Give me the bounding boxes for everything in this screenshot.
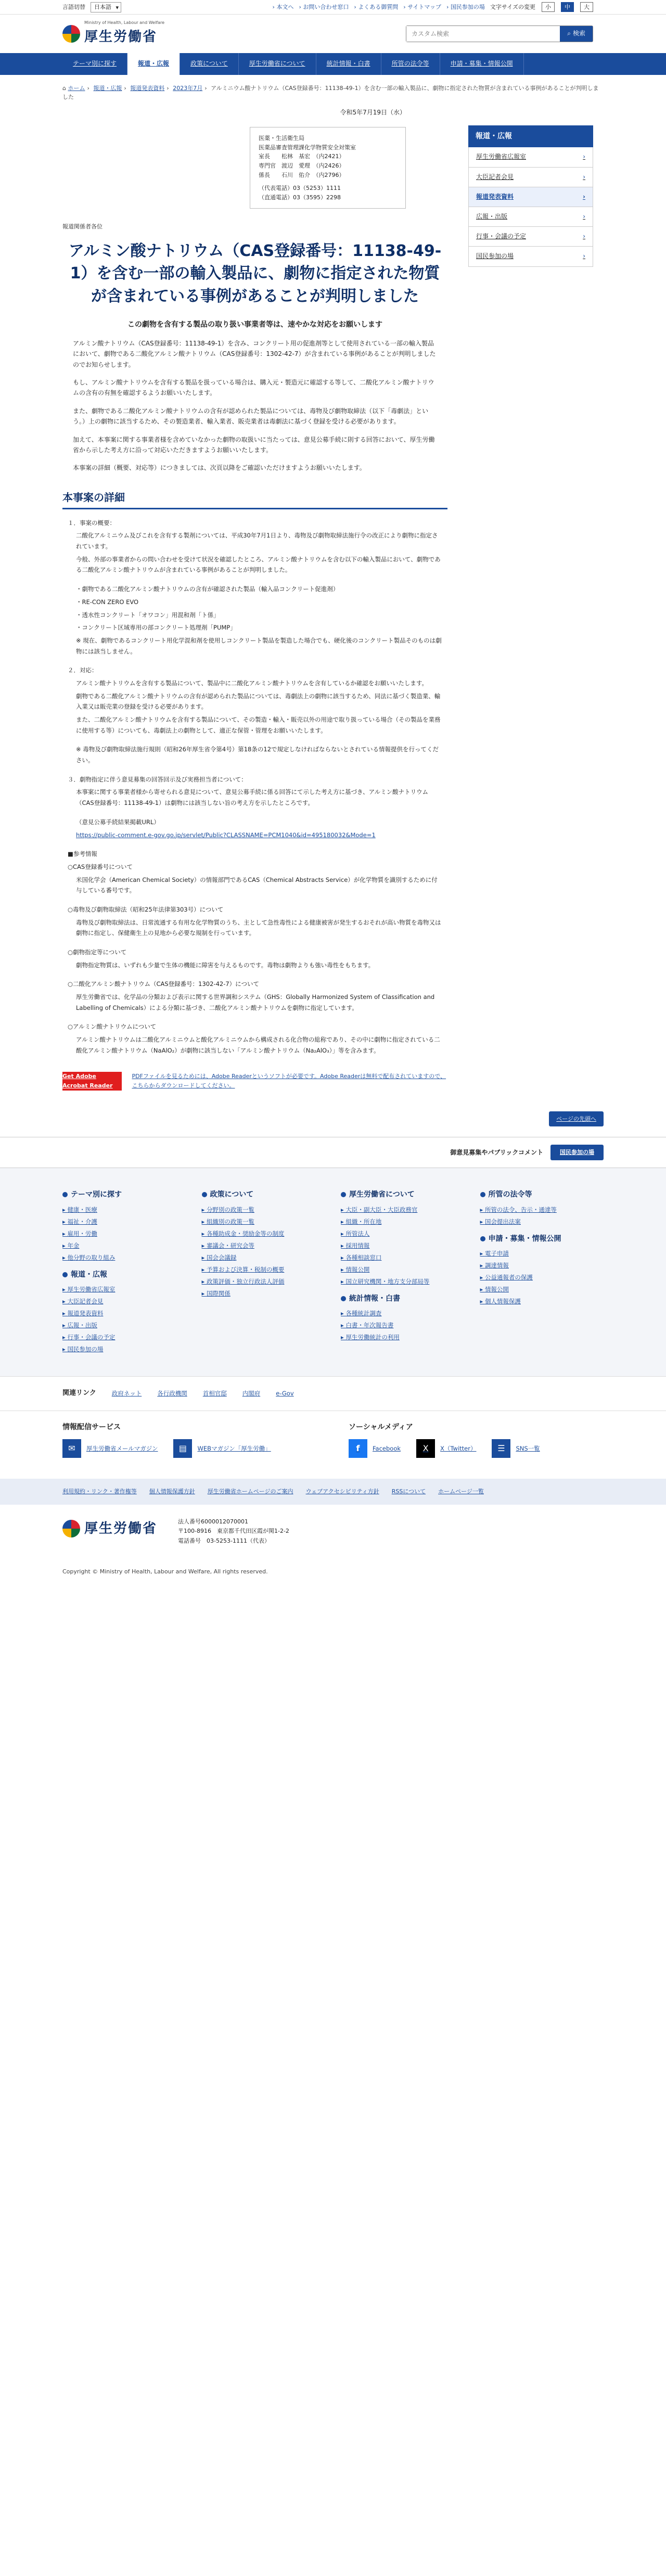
detail-line: ※ 現在、劇物であるコンクリート用化学混和剤を使用しコンクリート製品を製造した場合でも、硬化後のコンクリート製品そのものは劇物には該当しません。 bbox=[76, 636, 442, 655]
detail-line: 米国化学会（American Chemical Society）の情報部門であるCAS（Chemical Abstracts Service）が化学物質を識別するために付与している番号です。 bbox=[76, 876, 438, 894]
detail-line: ※ 毒物及び劇物取締法施行規則（昭和26年厚生省令第4号）第18条の12で規定しなければならないとされている情報提供を行ってください。 bbox=[76, 746, 439, 764]
footer-col-theme bbox=[62, 1184, 186, 1355]
footer-link[interactable]: ▸ 国民参加の場 bbox=[62, 1343, 186, 1355]
facebook-link[interactable] bbox=[349, 1439, 401, 1458]
detail-line: 今般、外部の事業者からの問い合わせを受けて状況を確認したところ、アルミン酸ナトリウムを含む以下の輸入製品において、劇物である二酸化アルミン酸ナトリウムが含まれている事例があることが判明しました。 bbox=[76, 555, 441, 574]
footer-nav bbox=[0, 1168, 666, 1376]
footer-col-title: 報道・広報 bbox=[62, 1269, 186, 1280]
font-size-small-button[interactable]: 小 bbox=[542, 2, 555, 12]
footer-link[interactable]: ▸ 大臣・副大臣・大臣政務官 bbox=[341, 1204, 465, 1216]
detail-line: 二酸化アルミニウム及びこれを含有する製剤については、平成30年7月1日より、毒物及び劇物取締法施行令の改正により劇物に指定されています。 bbox=[76, 532, 438, 550]
detail-line: ・RE-CON ZERO EVO bbox=[76, 598, 139, 606]
detail-line: ・劇物である二酸化アルミン酸ナトリウムの含有が確認された製品（輸入品コンクリート促進剤） bbox=[76, 585, 339, 593]
footer-col-title: 厚生労働省について bbox=[341, 1189, 465, 1200]
footer-col-title: 統計情報・白書 bbox=[341, 1293, 465, 1304]
press-contact-2: 専門官 渡辺 愛理 （内2426） bbox=[259, 162, 345, 169]
page-top-button[interactable]: ページの先頭へ bbox=[549, 1111, 604, 1127]
language-select[interactable]: 日本語 ▾ bbox=[91, 2, 121, 12]
detail-line: ○アルミン酸ナトリウムについて bbox=[68, 1023, 157, 1031]
gnav-about[interactable]: 厚生労働省について bbox=[239, 53, 316, 75]
sitemap-link[interactable]: › サイトマップ bbox=[403, 3, 441, 12]
detail-line: ○二酸化アルミン酸ナトリウム（CAS登録番号：1302-42-7）について bbox=[68, 980, 259, 988]
related-link[interactable]: e-Gov bbox=[276, 1390, 294, 1398]
footer-link[interactable]: ▸ 行事・会議の予定 bbox=[62, 1331, 186, 1343]
press-dept: 医薬・生活衛生局 bbox=[259, 135, 304, 142]
bottom-link[interactable]: 厚生労働省ホームページのご案内 bbox=[207, 1488, 293, 1495]
ministry-emblem-icon bbox=[62, 25, 80, 43]
lead-text: この劇物を含有する製品の取り扱い事業者等は、速やかな対応をお願いします bbox=[127, 321, 382, 329]
footer-tel: 電話番号 03-5253-1111（代表） bbox=[178, 1537, 270, 1545]
web-magazine-link[interactable] bbox=[173, 1439, 271, 1458]
press-tel-rep: （代表電話）03（5253）1111 bbox=[259, 185, 341, 192]
footer-link[interactable]: ▸ 公益通報者の保護 bbox=[480, 1272, 604, 1284]
social-section bbox=[349, 1421, 604, 1458]
press-contact-box bbox=[250, 127, 406, 209]
footer-link[interactable]: ▸ 年金 bbox=[62, 1240, 186, 1252]
related-link[interactable]: 政府ネット bbox=[111, 1390, 142, 1398]
breadcrumb: ⌂ ホーム › 報道・広報 › 報道発表資料 › 2023年7月 › アルミニウム酸ナトリウム（CAS登録番号：11138-49-1）を含む一部の輸入製品に、劇物に指定された物質が含まれている事例があることが判明しました bbox=[62, 85, 599, 100]
detail-line: ○劇物指定等について bbox=[68, 949, 127, 956]
press-contact-1: 室長 松林 基宏 （内2421） bbox=[259, 153, 345, 160]
footer-link[interactable]: ▸ 予算および決算・税制の概要 bbox=[202, 1264, 326, 1276]
public-comment-label: 御意見募集やパブリックコメント bbox=[450, 1148, 543, 1156]
info-services bbox=[0, 1411, 666, 1479]
brand-bar bbox=[0, 15, 666, 53]
content-wrap bbox=[0, 105, 666, 1111]
bottom-links bbox=[0, 1479, 666, 1505]
facebook-icon: f bbox=[349, 1439, 367, 1458]
detail-line: アルミン酸ナトリウムを含有する製品について、製品中に二酸化アルミン酸ナトリウムを含有しているか確認をお願いいたします。 bbox=[76, 679, 428, 687]
press-audience-label: 報道関係者各位 bbox=[62, 223, 103, 230]
newsletter-section bbox=[62, 1421, 317, 1458]
footer-link[interactable]: ▸ 広報・出版 bbox=[62, 1319, 186, 1331]
search-input[interactable] bbox=[406, 26, 560, 42]
global-nav bbox=[0, 53, 666, 75]
home-icon: ⌂ bbox=[62, 85, 66, 92]
footer-link[interactable]: ▸ 所管の法令、告示・通達等 bbox=[480, 1204, 604, 1216]
footer-link[interactable]: ▸ 個人情報保護 bbox=[480, 1296, 604, 1308]
gnav-statistics[interactable]: 統計情報・白書 bbox=[316, 53, 381, 75]
press-contact-3: 係長 石川 佑介 （内2796） bbox=[259, 171, 345, 178]
sidebar-item-press-conference[interactable]: 大臣記者会見 › bbox=[468, 168, 593, 187]
footer-link[interactable]: ▸ 健康・医療 bbox=[62, 1204, 186, 1216]
breadcrumb-home[interactable]: ホーム bbox=[68, 85, 85, 92]
search-icon: ⌕ bbox=[567, 30, 571, 37]
font-size-label: 文字サイズの変更 bbox=[490, 3, 535, 10]
ministry-emblem-icon bbox=[62, 1520, 80, 1537]
sidebar bbox=[468, 105, 593, 1111]
x-label: X（Twitter） bbox=[440, 1444, 477, 1452]
breadcrumb-releases[interactable]: 報道発表資料 bbox=[130, 85, 165, 92]
footer-link[interactable]: ▸ 審議会・研究会等 bbox=[202, 1240, 326, 1252]
page-title: アルミン酸ナトリウム（CAS登録番号：11138-49-1）を含む一部の輸入製品に、劇物に指定された物質が含まれている事例があることが判明しました bbox=[68, 241, 442, 305]
mail-magazine-label: 厚生労働省メールマガジン bbox=[86, 1444, 158, 1452]
footer-link[interactable]: ▸ 国立研究機関・地方支分部局等 bbox=[341, 1276, 465, 1288]
footer-link[interactable]: ▸ 国際関係 bbox=[202, 1288, 326, 1300]
footer-corp-number: 法人番号6000012070001 bbox=[178, 1518, 248, 1525]
x-icon: X bbox=[416, 1439, 435, 1458]
participation-link[interactable]: › 国民参加の場 bbox=[446, 3, 485, 12]
footer-col-laws bbox=[480, 1184, 604, 1355]
footer-link[interactable]: ▸ 政策評価・独立行政法人評価 bbox=[202, 1276, 326, 1288]
sns-icon: ☰ bbox=[492, 1439, 510, 1458]
sidebar-item-publications[interactable]: 広報・出版 › bbox=[468, 207, 593, 227]
site-search bbox=[406, 25, 593, 42]
footer-link[interactable]: ▸ 国会会議録 bbox=[202, 1252, 326, 1264]
footer-col-policy bbox=[202, 1184, 326, 1355]
intro-paragraph-4: 加えて、本事案に関する事業者様を含めていなかった劇物の取扱いに当たっては、意見公募手続に則する回答において、厚生労働省から示した考え方に沿って対応いただきますようお願いいたします。 bbox=[73, 435, 435, 454]
detail-line: ・透水性コンクリート「オワコン」用混和剤「ト係」 bbox=[76, 611, 220, 619]
footer-col-title: 申請・募集・情報公開 bbox=[480, 1233, 604, 1245]
footer-link[interactable]: ▸ 組織別の政策一覧 bbox=[202, 1216, 326, 1228]
gnav-policy[interactable]: 政策について bbox=[180, 53, 239, 75]
utility-right bbox=[273, 2, 593, 12]
footer-logo[interactable] bbox=[62, 1517, 157, 1540]
pagetop-row bbox=[0, 1111, 666, 1127]
font-size-large-button[interactable]: 大 bbox=[580, 2, 593, 12]
newsletter-title: 情報配信サービス bbox=[62, 1422, 121, 1431]
breadcrumb-current: アルミニウム酸ナトリウム（CAS登録番号：11138-49-1）を含む一部の輸入製品に、劇物に指定された物質が含まれている事例があることが判明しました bbox=[62, 85, 599, 100]
detail-line: ○毒物及び劇物取締法（昭和25年法律第303号）について bbox=[68, 905, 224, 913]
breadcrumb-press[interactable]: 報道・広報 bbox=[93, 85, 122, 92]
social-title: ソーシャルメディア bbox=[349, 1422, 413, 1431]
intro-paragraph-1: アルミン酸ナトリウム（CAS登録番号：11138-49-1）を含み、コンクリート用の促進剤等として使用されている一部の輸入製品において、劇物である二酸化アルミン酸ナトリウム（CAS登録番号：1302-42-7）が含まれている事例があることが判明しましたのでお知らせします。 bbox=[73, 339, 436, 368]
utility-bar bbox=[0, 0, 666, 15]
detail-heading: 本事案の詳細 bbox=[62, 489, 447, 509]
detail-line: アルミン酸ナトリウムは二酸化アルミニウムと酸化アルミニウムから構成される化合物の総称であり、その中に劇物に指定されている二酸化アルミン酸ナトリウム（NaAlO₂）が劇物に該当しない「アルミン酸ナトリウム（Na₂AlO₃）」等を含みます。 bbox=[76, 1036, 440, 1054]
footer-link[interactable]: ▸ 白書・年次報告書 bbox=[341, 1319, 465, 1331]
footer-link[interactable]: ▸ 調達情報 bbox=[480, 1260, 604, 1272]
detail-line: 劇物である二酸化アルミン酸ナトリウムの含有が認められた製品については、毒劇法上の劇物に該当するため、同法に基づく製造業、輸入業又は販売業の登録を受ける必要があります。 bbox=[76, 692, 441, 711]
footer-link[interactable]: ▸ 電子申請 bbox=[480, 1248, 604, 1260]
detail-line: ■参考情報 bbox=[68, 850, 97, 858]
mail-icon: ✉ bbox=[62, 1439, 81, 1458]
bottom-link[interactable]: ウェブアクセシビリティ方針 bbox=[305, 1488, 379, 1495]
contact-link[interactable]: › お問い合わせ窓口 bbox=[299, 3, 349, 12]
footer-link[interactable]: ▸ 所管法人 bbox=[341, 1228, 465, 1240]
site-logo[interactable] bbox=[62, 20, 164, 48]
bottom-link[interactable]: 利用規約・リンク・著作権等 bbox=[62, 1488, 137, 1495]
intro-paragraph-2: もし、アルミン酸ナトリウムを含有する製品を扱っている場合は、購入元・製造元に確認する等して、二酸化アルミン酸ナトリウムの含有の有無を確認するようお願いいたします。 bbox=[73, 379, 434, 397]
footer-logo-text: 厚生労働省 bbox=[84, 1520, 158, 1536]
footer-link[interactable]: ▸ 雇用・労働 bbox=[62, 1228, 186, 1240]
related-link[interactable]: 各行政機関 bbox=[157, 1390, 187, 1398]
utility-left bbox=[62, 2, 121, 12]
bottom-link[interactable]: 個人情報保護方針 bbox=[149, 1488, 195, 1495]
search-button[interactable] bbox=[560, 26, 593, 42]
x-link[interactable] bbox=[416, 1439, 476, 1458]
related-links-title: 関連リンク bbox=[62, 1389, 96, 1397]
magazine-icon: ▤ bbox=[173, 1439, 192, 1458]
facebook-label: Facebook bbox=[373, 1444, 401, 1452]
footer-link[interactable]: ▸ 各種助成金・奨励金等の制度 bbox=[202, 1228, 326, 1240]
footer-link[interactable]: ▸ 採用情報 bbox=[341, 1240, 465, 1252]
bottom-link[interactable]: RSSについて bbox=[391, 1488, 426, 1495]
public-comment-link[interactable]: https://public-comment.e-gov.go.jp/servlet/Public?CLASSNAME=PCM1040&id=495180032&Mode=1 bbox=[76, 831, 376, 839]
site-footer bbox=[0, 1505, 666, 1567]
faq-link[interactable]: › よくある御質問 bbox=[354, 3, 398, 12]
detail-line: ３．劇物指定に伴う意見募集の回答回示及び実務担当者について： bbox=[68, 775, 247, 783]
detail-line: 本事案に関する事業者様から寄せられる意見について、意見公募手続に係る回答にて示した考え方に基づき、アルミン酸ナトリウム（CAS登録番号：11138-49-1）は劇物には該当しない旨の考え方を示したところです。 bbox=[76, 788, 428, 807]
pdf-reader-notice bbox=[62, 1072, 447, 1091]
sidebar-item-press-releases[interactable]: 報道発表資料 › bbox=[468, 187, 593, 207]
footer-link[interactable]: ▸ 報道発表資料 bbox=[62, 1308, 186, 1319]
sidebar-item-pr-office[interactable]: 厚生労働省広報室 › bbox=[468, 147, 593, 167]
sidebar-item-events[interactable]: 行事・会議の予定 › bbox=[468, 227, 593, 247]
adobe-reader-badge[interactable]: Get Adobe Acrobat Reader bbox=[62, 1072, 122, 1091]
logo-subtitle: Ministry of Health, Labour and Welfare bbox=[84, 20, 165, 25]
footer-link[interactable]: ▸ 国会提出法案 bbox=[480, 1216, 604, 1228]
footer-link[interactable]: ▸ 福祉・介護 bbox=[62, 1216, 186, 1228]
footer-link[interactable]: ▸ 厚生労働省広報室 bbox=[62, 1284, 186, 1296]
detail-line: １．事案の概要： bbox=[68, 519, 116, 527]
footer-col-about bbox=[341, 1184, 465, 1355]
detail-line: 厚生労働省では、化学品の分類および表示に関する世界調和システム（GHS：Globally Harmonized System of Classification and Labelling of Chemicals）による分類に基づき、二酸化アルミン酸ナトリウムを劇物に指定しています。 bbox=[76, 993, 435, 1011]
font-size-medium-button[interactable]: 中 bbox=[561, 2, 574, 12]
participation-button[interactable]: 国民参加の場 bbox=[550, 1145, 604, 1160]
footer-link[interactable]: ▸ 各種相談窓口 bbox=[341, 1252, 465, 1264]
detail-body bbox=[68, 518, 442, 1056]
footer-col-title: 政策について bbox=[202, 1189, 326, 1200]
detail-line: ２．対応： bbox=[68, 667, 98, 674]
breadcrumb-month[interactable]: 2023年7月 bbox=[173, 85, 203, 92]
detail-line: ・コンクリート区域専用の部コンクリート処理剤「PUMP」 bbox=[76, 624, 236, 632]
footer-link[interactable]: ▸ 組織・所在地 bbox=[341, 1216, 465, 1228]
related-links bbox=[0, 1376, 666, 1411]
main-content bbox=[62, 105, 447, 1111]
gnav-applications[interactable]: 申請・募集・情報公開 bbox=[440, 53, 524, 75]
logo-title: 厚生労働省 bbox=[84, 29, 158, 45]
adobe-reader-link[interactable]: PDFファイルを見るためには、Adobe Readerというソフトが必要です。Adobe Readerは無料で配布されていますので、こちらからダウンロードしてください。 bbox=[132, 1072, 446, 1089]
language-label: 言語切替 bbox=[62, 3, 85, 10]
footer-link[interactable]: ▸ 情報公開 bbox=[341, 1264, 465, 1276]
press-date: 令和5年7月19日（水） bbox=[340, 109, 406, 116]
footer-link[interactable]: ▸ 情報公開 bbox=[480, 1284, 604, 1296]
footer-link[interactable]: ▸ 厚生労働統計の利用 bbox=[341, 1331, 465, 1343]
press-section: 医薬品審査管理課化学物質安全対策室 bbox=[259, 144, 356, 151]
logo-text bbox=[84, 20, 164, 48]
footer-col-title: テーマ別に探す bbox=[62, 1189, 186, 1200]
sidebar-heading: 報道・広報 bbox=[468, 125, 593, 147]
detail-line: また、二酸化アルミン酸ナトリウムを含有する製品について、その製造・輸入・販売以外の用途で取り扱っている場合（その製品を業務に使用する等）についても、毒劇法上の劇物として、適正な保管・管理をお願いいたします。 bbox=[76, 716, 441, 734]
footer-link[interactable]: ▸ 他分野の取り組み bbox=[62, 1252, 186, 1264]
footer-address: 〒100-8916 東京都千代田区霞が関1-2-2 bbox=[178, 1528, 289, 1535]
detail-line: 毒物及び劇物取締法は、日常流通する有用な化学物質のうち、主として急性毒性による健康被害が発生するおそれが高い物質を毒物又は劇物に指定し、保健衛生上の見地から必要な規制を行っています。 bbox=[76, 918, 441, 937]
footer-link[interactable]: ▸ 各種統計調査 bbox=[341, 1308, 465, 1319]
gnav-laws[interactable]: 所管の法令等 bbox=[381, 53, 440, 75]
intro-paragraph-3: また、劇物である二酸化アルミン酸ナトリウムの含有が認められた製品については、毒物及び劇物取締法（以下「毒劇法」という。）上の劇物に該当するため、その製造業者、輸入業者、販売業者は毒劇法に基づく登録を受ける必要があります。 bbox=[73, 407, 429, 426]
search-button-label: 検索 bbox=[572, 30, 585, 37]
gnav-theme[interactable]: テーマ別に探す bbox=[62, 53, 127, 75]
related-link[interactable]: 首相官邸 bbox=[202, 1390, 227, 1398]
intro-paragraph-5: 本事案の詳細（概要、対応等）につきましては、次頁以降をご確認いただけますようお願いいたします。 bbox=[73, 464, 366, 472]
detail-line: （意見公募手続結果掲載URL） bbox=[76, 818, 160, 826]
footer-col-title: 所管の法令等 bbox=[480, 1189, 604, 1200]
public-comment-bar bbox=[0, 1137, 666, 1168]
footer-link[interactable]: ▸ 分野別の政策一覧 bbox=[202, 1204, 326, 1216]
related-link[interactable]: 内閣府 bbox=[242, 1390, 261, 1398]
mail-magazine-link[interactable] bbox=[62, 1439, 158, 1458]
press-tel-direct: （直通電話）03（3595）2298 bbox=[259, 194, 341, 201]
detail-line: ○CAS登録番号について bbox=[68, 863, 133, 870]
web-magazine-label: WEBマガジン「厚生労働」 bbox=[197, 1444, 271, 1452]
skip-to-content-link[interactable]: › 本文へ bbox=[273, 3, 294, 12]
sidebar-item-participation[interactable]: 国民参加の場 › bbox=[468, 247, 593, 266]
sns-list-link[interactable] bbox=[492, 1439, 540, 1458]
footer-address-block bbox=[178, 1517, 289, 1546]
bottom-link[interactable]: ホームページ一覧 bbox=[438, 1488, 484, 1495]
sns-list-label: SNS一覧 bbox=[516, 1444, 540, 1452]
footer-link[interactable]: ▸ 大臣記者会見 bbox=[62, 1296, 186, 1308]
detail-line: 劇物指定物質は、いずれも少量で生体の機能に障害を与えるものです。毒物は劇物よりも強い毒性をもちます。 bbox=[76, 961, 375, 969]
copyright: Copyright © Ministry of Health, Labour and Welfare, All rights reserved. bbox=[62, 1568, 268, 1575]
gnav-press[interactable]: 報道・広報 bbox=[127, 53, 180, 75]
